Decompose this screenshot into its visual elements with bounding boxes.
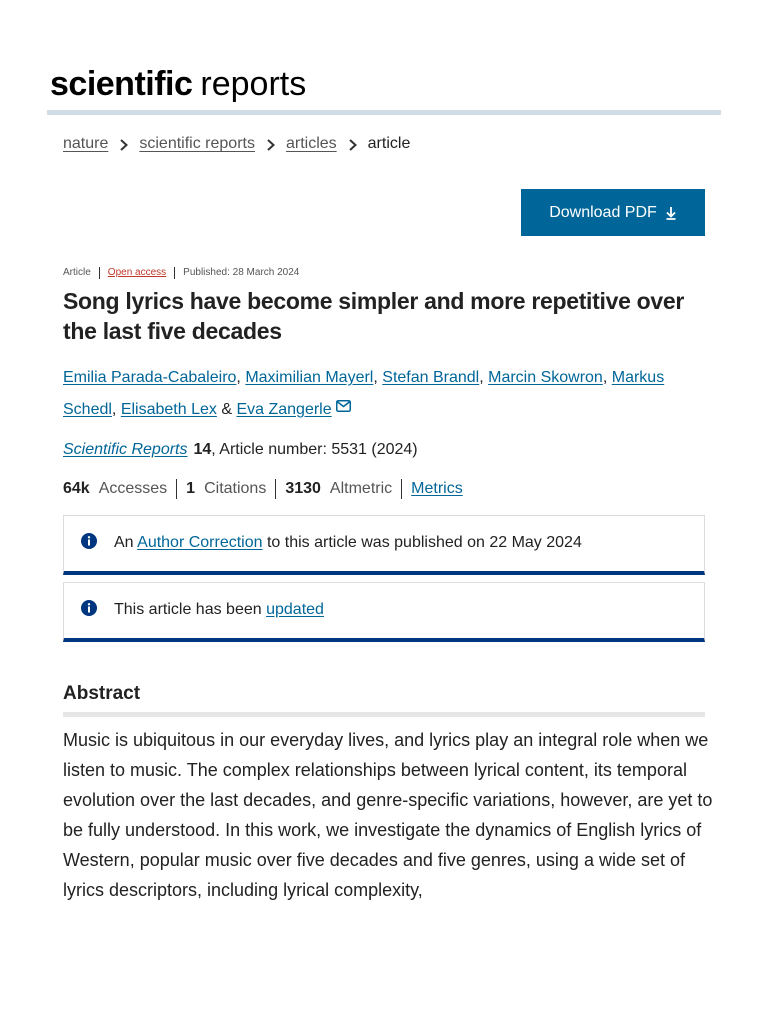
abstract-divider <box>63 712 705 717</box>
site-logo[interactable] <box>50 62 306 106</box>
article-type: Article <box>63 267 91 278</box>
author-link[interactable]: Stefan Brandl <box>382 369 480 386</box>
author-separator: , <box>602 369 608 386</box>
article-updated-notice <box>63 582 705 642</box>
notice-text: to this article was published on 22 May 2024 <box>266 534 582 551</box>
info-icon <box>81 533 97 549</box>
citation-line <box>63 440 418 460</box>
metrics-divider <box>401 479 402 499</box>
abstract-text: Music is ubiquitous in our everyday lives, and lyrics play an integral role when we listen to music. The complex relationships between lyrical content, its temporal evolution over the last decades, and genre-specific variations, however, are yet to be fully understood. In this work, we investigate the dynamics of English lyrics of Western, popular music over five decades and five genres, using a wide set of lyrics descriptors, including lyrical complexity, <box>63 730 713 900</box>
author-separator: , <box>373 369 378 386</box>
metrics-link[interactable]: Metrics <box>411 480 463 497</box>
chevron-right-icon <box>117 138 131 152</box>
altmetric-label: Altmetric <box>329 480 393 497</box>
breadcrumb-current: article <box>367 135 411 152</box>
author-link[interactable]: Marcin Skowron <box>488 369 603 386</box>
download-pdf-label: Download PDF <box>549 203 657 221</box>
citations-label: Citations <box>204 480 267 497</box>
author-separator: , <box>236 369 241 386</box>
volume-number: 14 <box>193 441 212 458</box>
article-number: , Article number: 5531 (2024) <box>211 441 418 458</box>
notice-text: An <box>114 534 134 551</box>
article-title: Song lyrics have become simpler and more repetitive over the last five decades <box>63 288 685 344</box>
published-date: Published: 28 March 2024 <box>183 267 300 278</box>
open-access-link[interactable]: Open access <box>107 267 167 278</box>
citations-count: 1 <box>186 480 196 497</box>
metrics-divider <box>176 479 177 499</box>
email-icon[interactable] <box>336 393 351 405</box>
author-separator: , <box>111 401 117 418</box>
meta-divider <box>99 267 100 279</box>
metrics-divider <box>275 479 276 499</box>
accesses-count: 64k <box>63 480 90 497</box>
meta-divider <box>174 267 175 279</box>
article-metrics <box>63 478 463 500</box>
updated-link[interactable]: updated <box>266 601 324 618</box>
author-link[interactable]: Markus Schedl <box>63 369 665 418</box>
author-correction-link[interactable]: Author Correction <box>137 534 263 551</box>
breadcrumb-link-nature[interactable]: nature <box>63 135 109 152</box>
journal-link[interactable]: Scientific Reports <box>63 441 188 458</box>
accesses-label: Accesses <box>98 480 168 497</box>
author-link[interactable]: Maximilian Mayerl <box>245 369 374 386</box>
notice-text: This article has been <box>114 601 262 618</box>
altmetric-score: 3130 <box>285 480 321 497</box>
breadcrumb-link-articles[interactable]: articles <box>285 135 337 152</box>
chevron-right-icon <box>264 138 278 152</box>
author-link[interactable]: Eva Zangerle <box>236 401 332 418</box>
download-pdf-button[interactable] <box>521 189 705 236</box>
info-icon <box>81 600 97 616</box>
author-correction-notice <box>63 515 705 575</box>
breadcrumb <box>63 134 410 154</box>
article-meta <box>63 266 299 280</box>
author-link[interactable]: Elisabeth Lex <box>120 401 217 418</box>
chevron-right-icon <box>346 138 360 152</box>
author-link[interactable]: Emilia Parada-Cabaleiro <box>63 369 237 386</box>
author-separator: , <box>479 369 484 386</box>
logo-bold-text: scientific <box>50 65 193 103</box>
download-arrow-icon <box>665 206 677 220</box>
abstract-heading: Abstract <box>63 683 141 704</box>
author-separator: & <box>221 401 233 418</box>
header-divider <box>47 110 721 115</box>
author-list <box>63 363 713 425</box>
breadcrumb-link-scientific-reports[interactable]: scientific reports <box>139 135 255 152</box>
logo-light-text: reports <box>200 65 307 103</box>
